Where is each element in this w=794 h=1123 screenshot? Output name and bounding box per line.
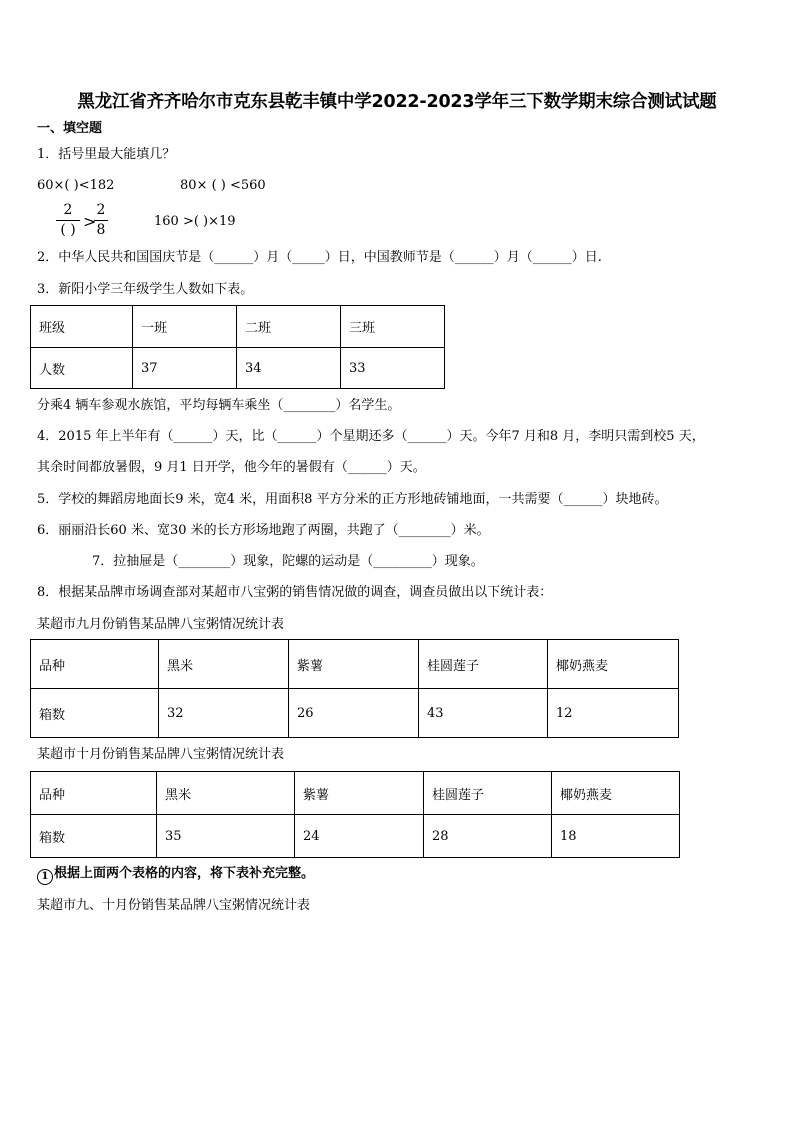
question-7: 7．拉抽屉是（________）现象，陀螺的运动是（_________）现象。 [92, 554, 484, 569]
table-cell: 12 [548, 689, 679, 738]
table-cell: 37 [133, 348, 237, 389]
table-cell: 紫薯 [295, 772, 424, 815]
table-cell: 品种 [31, 640, 159, 689]
fraction-right-numerator: 2 [96, 202, 106, 218]
question-6: 6．丽丽沿长60 米、宽30 米的长方形场地跑了两圈，共跑了（________）米。 [37, 523, 490, 538]
fraction-left-denominator: ( ) [60, 222, 76, 238]
table-cell: 18 [552, 815, 680, 858]
section-heading: 一、填空题 [37, 121, 103, 136]
table-cell: 二班 [237, 306, 341, 348]
question-4-line-1: 4．2015 年上半年有（______）天，比（______）个星期还多（______）天。今年7 月和8 月，李明只需到校5 天， [37, 429, 705, 444]
september-sales-table [30, 639, 679, 738]
question-1-item-a: 60×( )<182 [37, 178, 115, 193]
question-5: 5．学校的舞蹈房地面长9 米，宽4 米，用面积8 平方分米的正方形地砖铺地面，一共需要（______）块地砖。 [37, 492, 668, 507]
table-cell: 黑米 [157, 772, 295, 815]
table-cell: 桂圆莲子 [419, 640, 548, 689]
table-caption-october: 某超市十月份销售某品牌八宝粥情况统计表 [37, 747, 285, 762]
page-title: 黑龙江省齐齐哈尔市克东县乾丰镇中学2022-2023学年三下数学期末综合测试试题 [77, 92, 717, 112]
fraction-left-bar [56, 220, 80, 221]
fraction-right [94, 202, 108, 239]
table-cell: 43 [419, 689, 548, 738]
question-2: 2．中华人民共和国国庆节是（______）月（_____）日，中国教师节是（______）月（______）日. [37, 250, 602, 265]
sub-question-1 [37, 866, 314, 885]
table-cell: 椰奶燕麦 [548, 640, 679, 689]
table-cell: 椰奶燕麦 [552, 772, 680, 815]
question-1-item-b: 80× ( ) <560 [180, 178, 266, 193]
table-cell: 紫薯 [289, 640, 419, 689]
table-cell: 桂圆莲子 [424, 772, 552, 815]
question-3-prompt: 分乘4 辆车参观水族馆，平均每辆车乘坐（________）名学生。 [37, 398, 401, 413]
table-caption-september: 某超市九月份销售某品牌八宝粥情况统计表 [37, 617, 285, 632]
question-4-line-2: 其余时间都放暑假，9 月1 日开学，他今年的暑假有（______）天。 [37, 460, 426, 475]
table-cell: 32 [159, 689, 289, 738]
table-cell: 34 [237, 348, 341, 389]
circled-number-1: 1 [37, 869, 53, 885]
greater-than-sign: > [83, 212, 97, 231]
table-cell: 28 [424, 815, 552, 858]
fraction-right-denominator: 8 [96, 222, 106, 238]
question-1-item-c: 160 >( )×19 [154, 214, 236, 229]
class-size-table [30, 305, 445, 389]
sub-question-1-text: 根据上面两个表格的内容，将下表补充完整。 [54, 866, 315, 881]
table-cell: 人数 [31, 348, 133, 389]
table-caption-combined: 某超市九、十月份销售某品牌八宝粥情况统计表 [37, 898, 311, 913]
question-3-stem: 3．新阳小学三年级学生人数如下表。 [37, 282, 254, 297]
table-cell: 35 [157, 815, 295, 858]
question-8-stem: 8．根据某品牌市场调查部对某超市八宝粥的销售情况做的调查，调查员做出以下统计表： [37, 585, 553, 600]
table-cell: 一班 [133, 306, 237, 348]
table-cell: 26 [289, 689, 419, 738]
table-cell: 品种 [31, 772, 157, 815]
table-cell: 黑米 [159, 640, 289, 689]
table-cell: 班级 [31, 306, 133, 348]
question-1-stem: 1．括号里最大能填几？ [37, 147, 176, 162]
table-cell: 33 [341, 348, 445, 389]
fraction-left [56, 202, 80, 239]
october-sales-table [30, 771, 680, 858]
fraction-right-bar [94, 220, 108, 221]
table-cell: 三班 [341, 306, 445, 348]
table-cell: 箱数 [31, 815, 157, 858]
table-cell: 箱数 [31, 689, 159, 738]
table-cell: 24 [295, 815, 424, 858]
fraction-left-numerator: 2 [63, 202, 73, 218]
